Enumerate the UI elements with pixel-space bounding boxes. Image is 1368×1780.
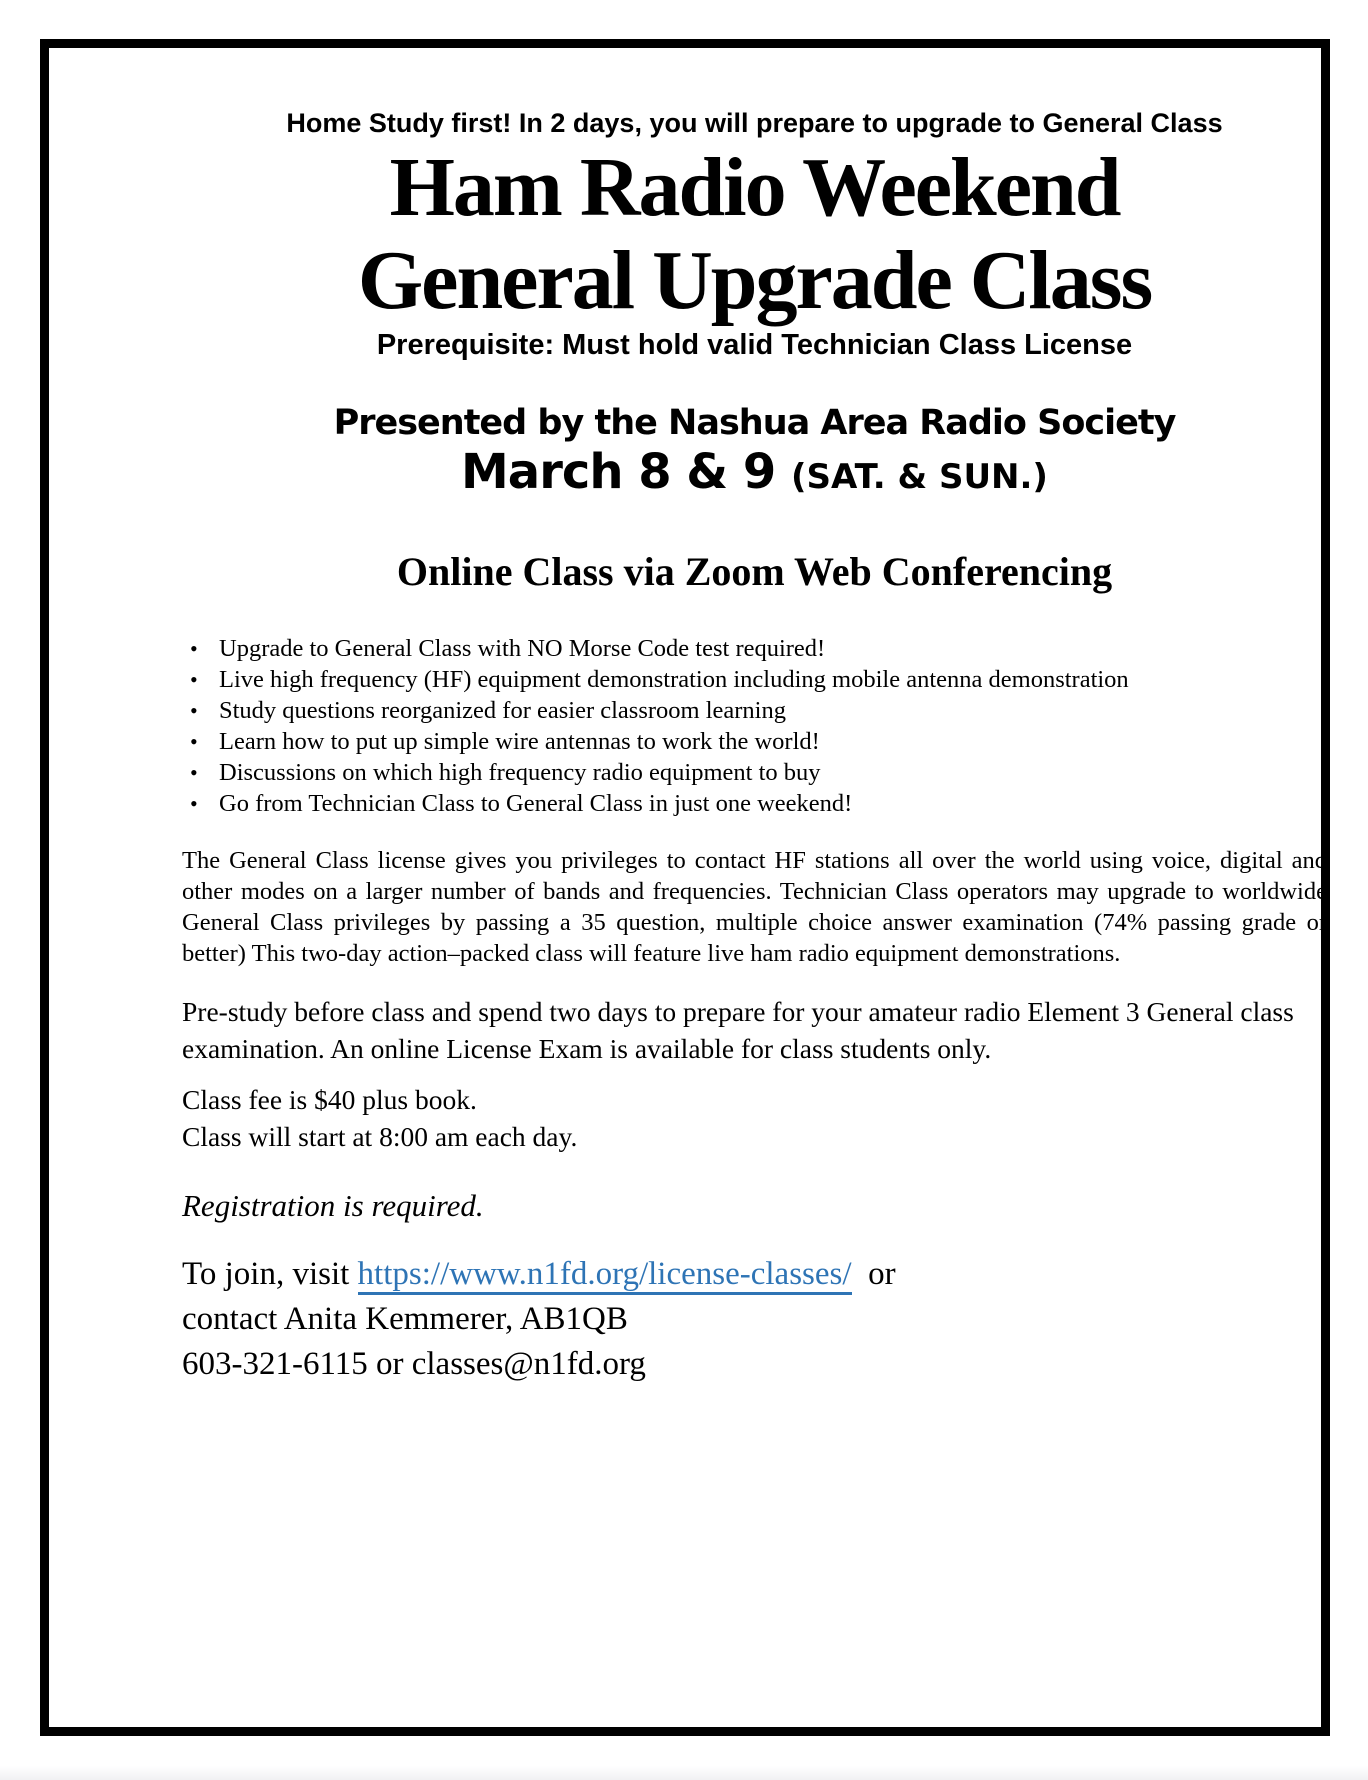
header-note: Home Study first! In 2 days, you will prepare to upgrade to General Class [286, 108, 1223, 138]
list-item-text: Learn how to put up simple wire antennas to work the world! [219, 728, 820, 755]
subtitle-online-class: Online Class via Zoom Web Conferencing [396, 549, 1113, 594]
list-item [182, 726, 1327, 757]
fee-block [182, 1081, 1327, 1155]
contact-phone-email: 603-321-6115 or classes@n1fd.org [182, 1346, 646, 1382]
join-line [182, 1252, 1327, 1297]
bullet-icon: • [190, 636, 198, 661]
list-item [182, 664, 1327, 695]
class-dates [182, 446, 1327, 509]
list-item [182, 757, 1327, 788]
bullet-icon: • [190, 667, 198, 692]
list-item-text: Go from Technician Class to General Class in just one weekend! [219, 790, 853, 817]
bullet-icon: • [190, 698, 198, 723]
registration-note: Registration is required. [182, 1188, 484, 1223]
class-dates-days: (SAT. & SUN.) [790, 457, 1048, 497]
bullet-icon: • [190, 760, 198, 785]
contact-name: contact Anita Kemmerer, AB1QB [182, 1301, 628, 1337]
flyer-title-line2: General Upgrade Class [357, 234, 1152, 327]
list-item [182, 788, 1327, 819]
list-item-text: Discussions on which high frequency radio equipment to buy [219, 759, 821, 786]
prestudy-paragraph: Pre-study before class and spend two days to prepare for your amateur radio Element 3 General class examination. An online License Exam is available for class students only. [182, 996, 1294, 1064]
flyer-content [98, 96, 1368, 1387]
highlights-list [182, 633, 1327, 819]
fee-line: Class fee is $40 plus book. [182, 1084, 477, 1115]
start-time-line: Class will start at 8:00 am each day. [182, 1121, 578, 1152]
bullet-icon: • [190, 729, 198, 754]
bullet-icon: • [190, 791, 198, 816]
join-prefix: To join, visit [182, 1256, 358, 1292]
flyer-title-line1: Ham Radio Weekend [389, 141, 1120, 234]
contact-block [182, 1252, 1327, 1387]
page-edge-shadow [0, 1766, 1368, 1780]
prerequisite-note: Prerequisite: Must hold valid Technician Class License [376, 329, 1133, 361]
presented-by: Presented by the Nashua Area Radio Society [333, 403, 1176, 443]
list-item-text: Live high frequency (HF) equipment demonstration including mobile antenna demonstration [219, 666, 1129, 693]
license-classes-link[interactable]: https://www.n1fd.org/license-classes/ [358, 1256, 852, 1295]
list-item [182, 695, 1327, 726]
list-item-text: Upgrade to General Class with NO Morse Code test required! [219, 635, 826, 662]
page-border [40, 39, 1330, 1736]
class-dates-main: March 8 & 9 [461, 444, 791, 500]
join-suffix: or [851, 1256, 896, 1292]
description-paragraph: The General Class license gives you privileges to contact HF stations all over the world using voice, digital and other modes on a larger number of bands and frequencies. Technician Class operators may upgrade to worldwide General Class privileges by passing a 35 question, multiple choice answer examination (74% passing grade or better) This two-day action–packed class will feature live ham radio equipment demonstrations. [182, 847, 1327, 967]
list-item [182, 633, 1327, 664]
list-item-text: Study questions reorganized for easier classroom learning [219, 697, 786, 724]
